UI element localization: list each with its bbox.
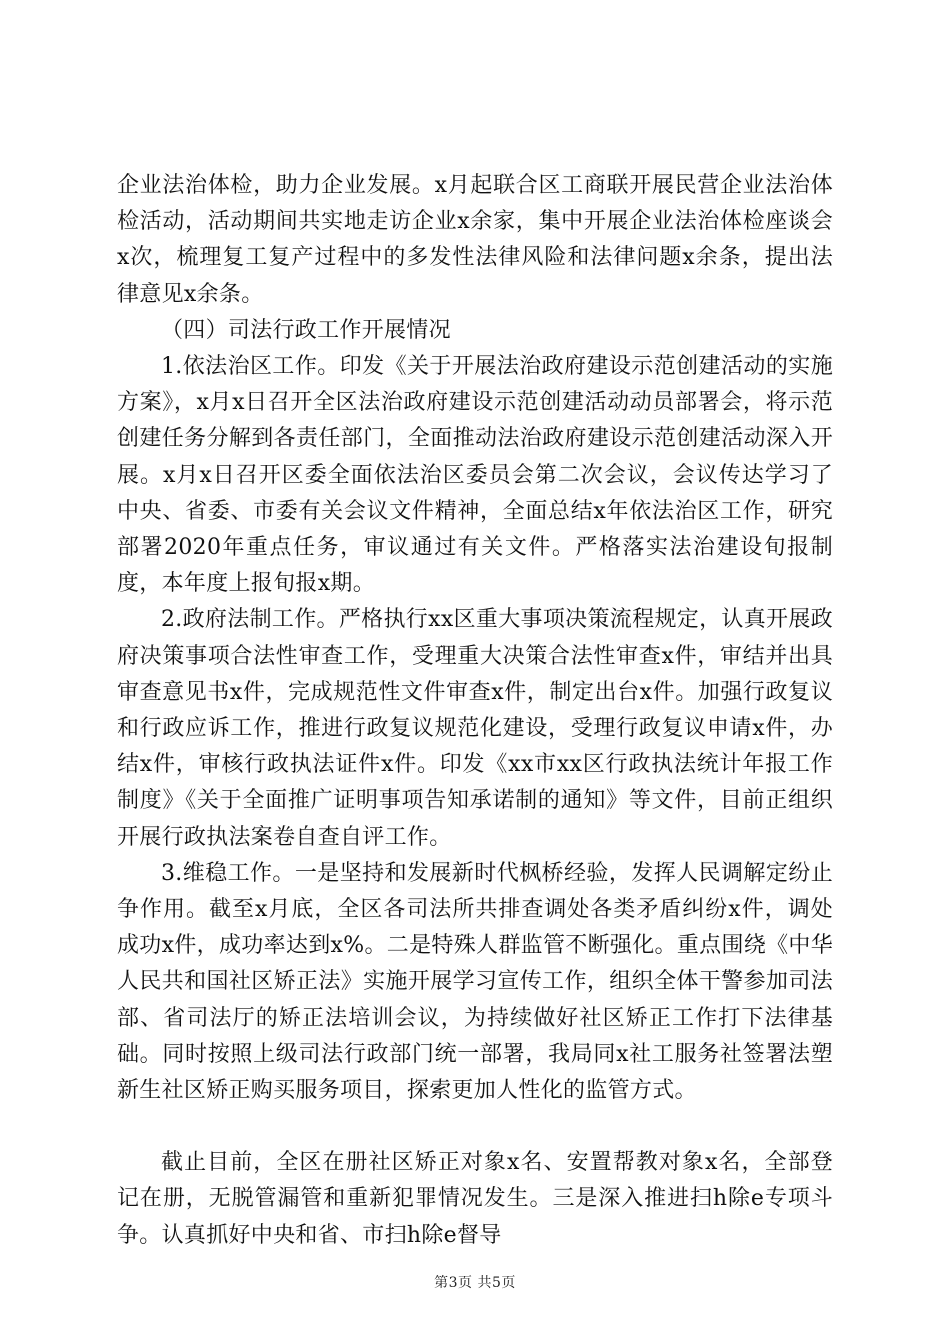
paragraph-government-legal-work: 2.政府法制工作。严格执行xx区重大事项决策流程规定，认真开展政府决策事项合法性审查工作，受理重大决策合法性审查x件，审结并出具审查意见书x件，完成规范性文件审查x件，制定出台x件。加强行政复议和行政应诉工作，推进行政复议规范化建设，受理行政复议申请x件，办结x件，审核行政执法证件x件。印发《xx市xx区行政执法统计年报工作制度》《关于全面推广证明事项告知承诺制的通知》等文件，目前正组织开展行政执法案卷自查自评工作。 xyxy=(117,607,833,850)
paragraph-enterprise-health-check: 企业法治体检，助力企业发展。x月起联合区工商联开展民营企业法治体检活动，活动期间共实地走访企业x余家，集中开展企业法治体检座谈会x次，梳理复工复产过程中的多发性法律风险和法律问题x余条，提出法律意见x余条。 xyxy=(117,173,833,307)
paragraph-stability-work: 3.维稳工作。一是坚持和发展新时代枫桥经验，发挥人民调解定纷止争作用。截至x月底，全区各司法所共排查调处各类矛盾纠纷x件，调处成功x件，成功率达到x%。二是特殊人群监管不断强化。重点围绕《中华人民共和国社区矫正法》实施开展学习宣传工作，组织全体干警参加司法部、省司法厅的矫正法培训会议，为持续做好社区矫正工作打下法律基础。同时按照上级司法行政部门统一部署，我局同x社工服务社签署法塑新生社区矫正购买服务项目，探索更加人性化的监管方式。 xyxy=(117,860,833,1104)
paragraph-community-correction: 截止目前，全区在册社区矫正对象x名、安置帮教对象x名，全部登记在册，无脱管漏管和重新犯罪情况发生。三是深入推进扫h除e专项斗争。认真抓好中央和省、市扫h除e督导 xyxy=(117,1150,833,1248)
page-number-footer: 第3页 共5页 xyxy=(434,1275,516,1291)
section-heading-judicial-admin: （四）司法行政工作开展情况 xyxy=(161,317,451,343)
document-body xyxy=(117,168,833,1254)
paragraph-rule-of-law-district: 1.依法治区工作。印发《关于开展法治政府建设示范创建活动的实施方案》，x月x日召开全区法治政府建设示范创建活动动员部署会，将示范创建任务分解到各责任部门，全面推动法治政府建设示范创建活动深入开展。x月x日召开区委全面依法治区委员会第二次会议，会议传达学习了中央、省委、市委有关会议文件精神，全面总结x年依法治区工作，研究部署2020年重点任务，审议通过有关文件。严格落实法治建设旬报制度，本年度上报旬报x期。 xyxy=(117,354,833,597)
